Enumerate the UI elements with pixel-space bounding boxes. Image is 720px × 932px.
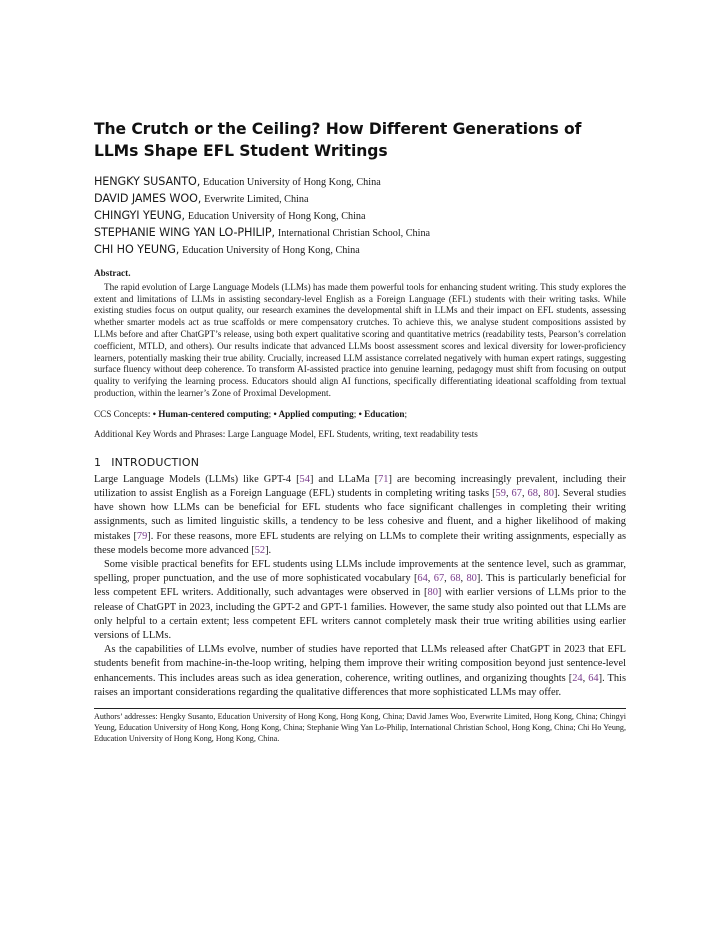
text-run: ] are becoming increasingly prevalent, including their utilization to assist English as a Foreign Language (EFL) students in completing writing tasks [: [94, 473, 627, 499]
text-run: Large Language Models (LLMs) like GPT-4 [: [94, 473, 300, 485]
section-number: 1: [94, 455, 102, 469]
citation-link[interactable]: 71: [378, 473, 389, 485]
text-run: ]. This is particularly beneficial for less competent EFL writers. Additionally, such advantages were observed in [: [94, 573, 626, 599]
ccs-end: ;: [404, 408, 408, 419]
citation-link[interactable]: 67: [511, 487, 522, 499]
author-name: CHINGYI YEUNG,: [94, 209, 185, 222]
ccs-separator: ;: [268, 408, 274, 419]
abstract-text: The rapid evolution of Large Language Models (LLMs) has made them powerful tools for enhancing student writing. This study explores the extent and limitations of LLMs in assisting secondary-level English as a Foreign Language (EFL) students with their writing tasks. While existing studies focus on output quality, our research examines the developmental shift in LLMs and their impact on EFL students, assessing whether smarter models act as true scaffolds or mere compensatory crutches. To achieve this, we analyse student compositions assisted by LLMs before and after ChatGPT’s release, using both expert qualitative scoring and quantitative metrics (readability tests, Pearson’s correlation coefficient, MTLD, and others). Our results indicate that advanced LLMs boost assessment scores and lexical diversity for lower-proficiency learners, potentially masking their true ability. Crucially, increased LLM assistance correlated negatively with human expert ratings, suggesting surface fluency without deep coherence. To transform AI-assisted practice into genuine learning, pedagogy must shift from focusing on output quality to verifying the learning process. Educators should align AI functions, specifically differentiating ideational scaffolding from textual production, within the learner’s Zone of Proximal Development.: [94, 281, 626, 398]
author-entry: [94, 191, 626, 208]
text-run: ]. This raises an important considerations regarding the qualitative differences that more sophisticated LLMs may offer.: [94, 672, 626, 698]
author-affiliation: International Christian School, China: [277, 228, 431, 239]
text-run: ].: [265, 544, 272, 556]
author-entry: [94, 208, 626, 225]
citation-link[interactable]: 59: [495, 487, 506, 499]
citation-link[interactable]: 54: [299, 473, 310, 485]
abstract-heading: Abstract.: [94, 268, 131, 278]
author-name: HENGKY SUSANTO,: [94, 175, 201, 188]
ccs-item: • Education: [358, 408, 405, 419]
author-entry: [94, 174, 626, 191]
paragraph-3: As the capabilities of LLMs evolve, number of studies have reported that LLMs released after ChatGPT in 2023 that EFL students benefit from machine-in-the-loop writing, helping them improve their writing composition beyond just sentence-level enhancements. This includes areas such as idea generation, coherence, writing outlines, and organizing thoughts [24, 64]. This raises an important considerations regarding the qualitative differences that more sophisticated LLMs may offer.: [94, 644, 626, 698]
author-affiliation: Everwrite Limited, China: [204, 194, 309, 205]
author-affiliation: Education University of Hong Kong, China: [182, 245, 360, 256]
text-run: Some visible practical benefits for EFL students using LLMs include improvements at the sentence level, such as grammar, spelling, proper punctuation, and the use of more sophisticated vocabulary [: [94, 558, 626, 585]
citation-link[interactable]: 64: [588, 672, 599, 684]
text-run: ] with earlier versions of LLMs prior to the release of ChatGPT in 2023, including the GPT-2 and GPT-1 families. However, the same study also pointed out that LLMs are only helpful to a certain extent; less competent EFL writers cannot completely mask their true writing abilities using earlier versions of LLMs.: [94, 587, 627, 641]
section-heading: [94, 456, 626, 469]
author-entry: [94, 242, 626, 259]
author-name: DAVID JAMES WOO,: [94, 192, 202, 205]
paper-page: [94, 118, 626, 744]
author-affiliation: Education University of Hong Kong, China: [203, 177, 381, 188]
ccs-label: CCS Concepts:: [94, 408, 153, 419]
citation-link[interactable]: 67: [433, 573, 445, 585]
keywords: Additional Key Words and Phrases: Large Language Model, EFL Students, writing, text readability tests: [94, 428, 478, 439]
text-run: ]. For these reasons, more EFL students are relying on LLMs to complete their writing assignments, especially as these models become more advanced [: [94, 530, 626, 556]
ccs-separator: ;: [353, 408, 359, 419]
citation-link[interactable]: 52: [254, 544, 266, 556]
citation-link[interactable]: 68: [450, 573, 461, 585]
ccs-item: • Applied computing: [273, 408, 354, 419]
section-title: INTRODUCTION: [111, 455, 200, 469]
author-name: STEPHANIE WING YAN LO-PHILIP,: [94, 226, 275, 239]
paragraph-1: Large Language Models (LLMs) like GPT-4 [54] and LLaMa [71] are becoming increasingly prevalent, including their utilization to assist English as a Foreign Language (EFL) students in completing writing tasks [59, 67, 68, 80]. Several studies have shown how LLMs can be beneficial for EFL students who face significant challenges in completing their writing assignments, such as limited linguistic skills, a tendency to be less cohesive and fluent, and a higher likelihood of making mistakes [79]. For these reasons, more EFL students are relying on LLMs to complete their writing assignments, especially as these models become more advanced [52].: [94, 473, 627, 556]
citation-link[interactable]: 80: [543, 487, 554, 499]
footnote-divider: [94, 708, 626, 709]
abstract: [94, 268, 626, 400]
text-run: As the capabilities of LLMs evolve, number of studies have reported that LLMs released after ChatGPT in 2023 that EFL students benefit from machine-in-the-loop writing, helping them improve their writing composition beyond just sentence-level enhancements. This includes areas such as idea generation, coherence, writing outlines, and organizing thoughts [: [94, 644, 626, 684]
citation-link[interactable]: 80: [466, 573, 477, 585]
author-list: [94, 174, 626, 259]
citation-link[interactable]: 24: [572, 672, 583, 684]
author-name: CHI HO YEUNG,: [94, 243, 180, 256]
ccs-concepts: [94, 408, 626, 420]
author-affiliation: Education University of Hong Kong, China: [187, 211, 366, 222]
paper-title: The Crutch or the Ceiling? How Different Generations of LLMs Shape EFL Student Writings: [94, 120, 582, 160]
text-run: ] and LLaMa [: [309, 473, 379, 485]
citation-link[interactable]: 68: [527, 487, 538, 499]
author-addresses-footnote: Authors’ addresses: Hengky Susanto, Education University of Hong Kong, Hong Kong, China; David James Woo, Everwrite Limited, Hong Kong, China; Chingyi Yeung, Education University of Hong Kong, Hong Kong, China; Stephanie Wing Yan Lo-Philip, International Christian School, Hong Kong, China; Chi Ho Yeung, Education University of Hong Kong, Hong Kong, China.: [94, 712, 626, 743]
citation-link[interactable]: 79: [136, 530, 148, 542]
paragraph-2: Some visible practical benefits for EFL students using LLMs include improvements at the sentence level, such as grammar, spelling, proper punctuation, and the use of more sophisticated vocabulary [64, 67, 68, 80]. This is particularly beneficial for less competent EFL writers. Additionally, such advantages were observed in [80] with earlier versions of LLMs prior to the release of ChatGPT in 2023, including the GPT-2 and GPT-1 families. However, the same study also pointed out that LLMs are only helpful to a certain extent; less competent EFL writers cannot completely mask their true writing abilities using earlier versions of LLMs.: [94, 558, 627, 641]
author-entry: [94, 225, 626, 242]
citation-link[interactable]: 64: [417, 573, 428, 585]
ccs-item: • Human-centered computing: [152, 408, 269, 419]
citation-link[interactable]: 80: [427, 587, 438, 599]
text-run: ]. Several studies have shown how LLMs can be beneficial for EFL students who face significant challenges in completing their writing assignments, such as limited linguistic skills, a tendency to be less cohesive and fluent, and a higher likelihood of making mistakes [: [94, 487, 627, 542]
